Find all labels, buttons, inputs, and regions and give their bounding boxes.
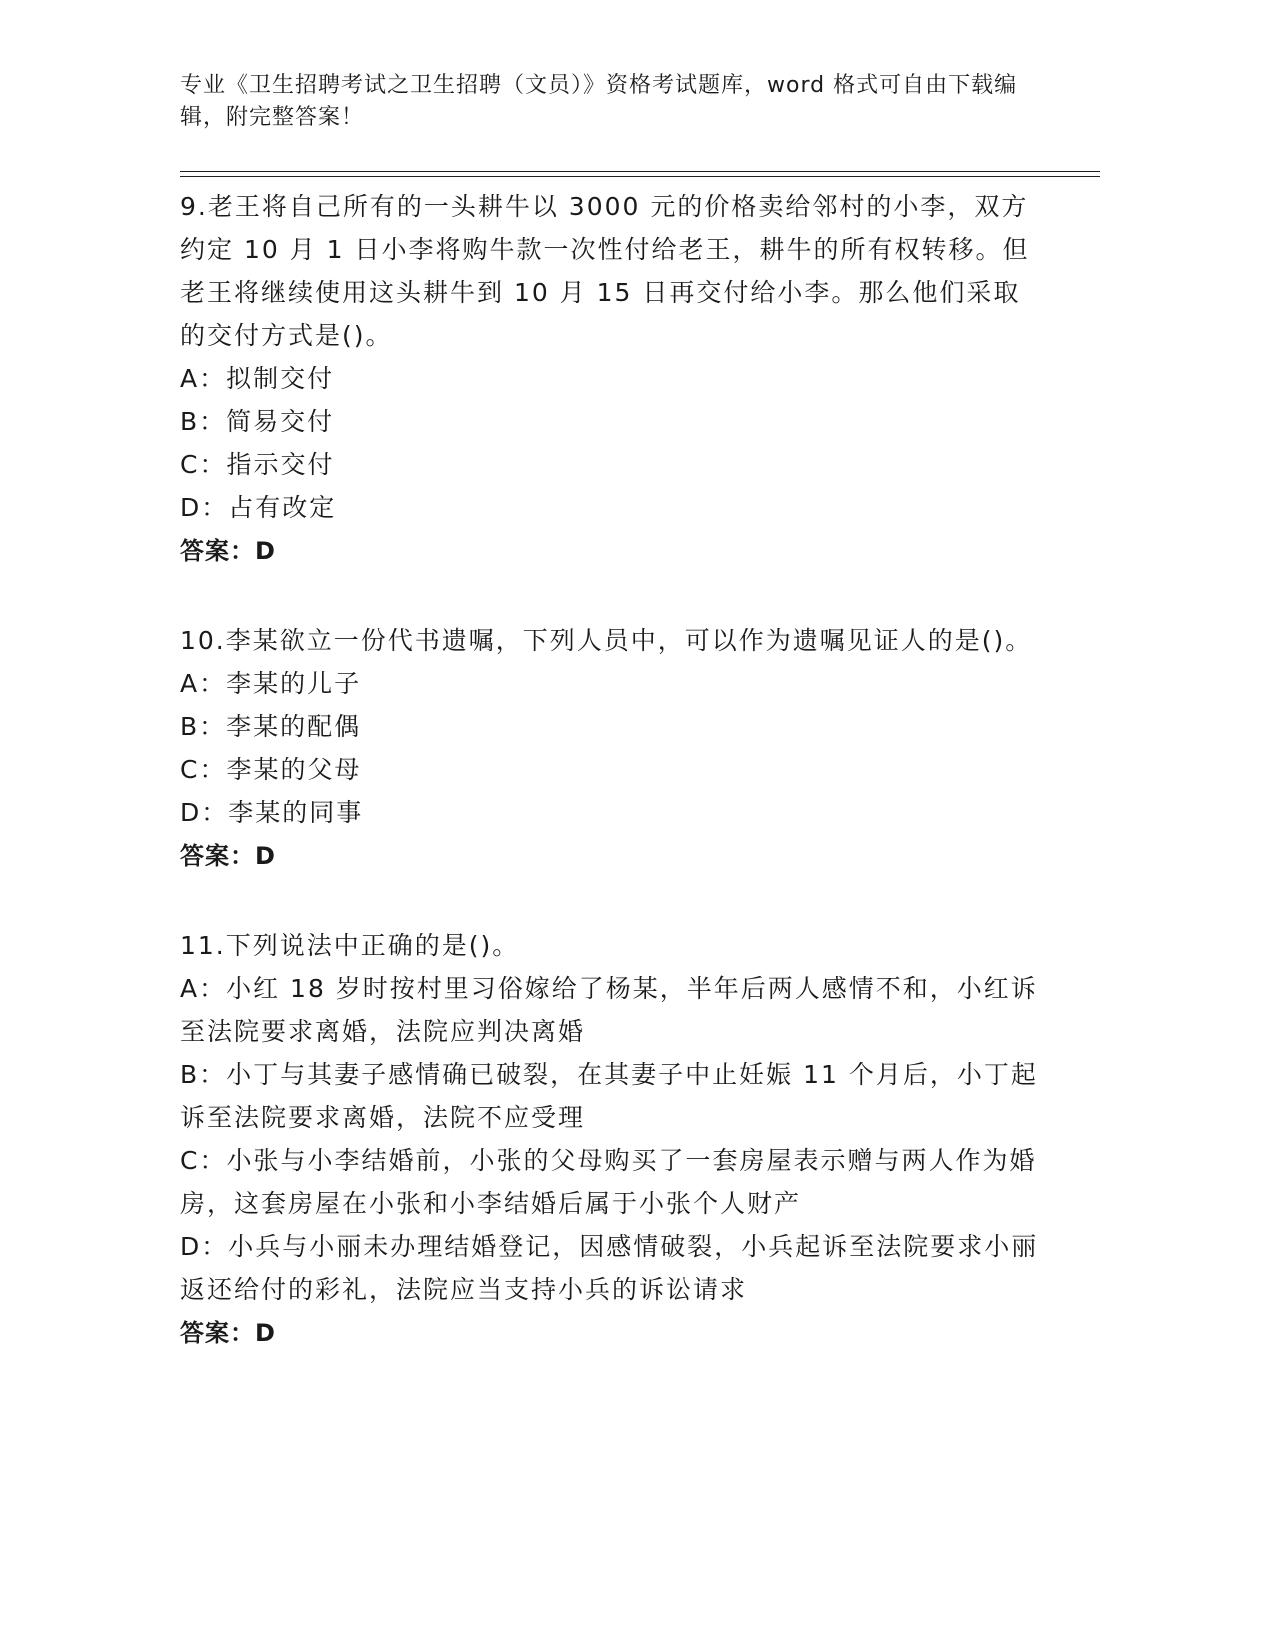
spacer (180, 878, 1040, 924)
question-list (180, 185, 1040, 1355)
option-d: D：李某的同事 (180, 798, 364, 827)
option-b: B：简易交付 (180, 407, 335, 436)
question-stem: 9.老王将自己所有的一头耕牛以 3000 元的价格卖给邻村的小李，双方约定 10 月 1 日小李将购牛款一次性付给老王，耕牛的所有权转移。但老王将继续使用这头耕牛到 10 月 15 日再交付给小李。那么他们采取的交付方式是()。 (180, 192, 1030, 350)
option-c: C：小张与小李结婚前，小张的父母购买了一套房屋表示赠与两人作为婚房，这套房屋在小张和小李结婚后属于小张个人财产 (180, 1146, 1037, 1218)
option-d: D：占有改定 (180, 493, 337, 522)
spacer (180, 573, 1040, 619)
answer-line: 答案：D (180, 1319, 276, 1347)
question-9 (180, 185, 1040, 573)
header-divider-top (180, 171, 1100, 172)
option-a: A：拟制交付 (180, 364, 335, 393)
question-stem: 10.李某欲立一份代书遗嘱，下列人员中，可以作为遗嘱见证人的是()。 (180, 626, 1033, 655)
option-c: C：李某的父母 (180, 755, 362, 784)
question-11 (180, 924, 1040, 1355)
document-header: 专业《卫生招聘考试之卫生招聘（文员）》资格考试题库，word 格式可自由下载编辑，附完整答案！ (180, 73, 1018, 130)
option-b: B：小丁与其妻子感情确已破裂，在其妻子中止妊娠 11 个月后，小丁起诉至法院要求离婚，法院不应受理 (180, 1060, 1038, 1132)
answer-line: 答案：D (180, 842, 276, 870)
question-stem: 11.下列说法中正确的是()。 (180, 931, 520, 960)
option-a: A：李某的儿子 (180, 669, 362, 698)
option-d: D：小兵与小丽未办理结婚登记，因感情破裂，小兵起诉至法院要求小丽返还给付的彩礼，法院应当支持小兵的诉讼请求 (180, 1232, 1039, 1304)
option-b: B：李某的配偶 (180, 712, 362, 741)
answer-line: 答案：D (180, 537, 276, 565)
question-10 (180, 619, 1040, 878)
option-c: C：指示交付 (180, 450, 335, 479)
option-a: A：小红 18 岁时按村里习俗嫁给了杨某，半年后两人感情不和，小红诉至法院要求离婚，法院应判决离婚 (180, 974, 1038, 1046)
header-divider-bottom (180, 176, 1100, 177)
